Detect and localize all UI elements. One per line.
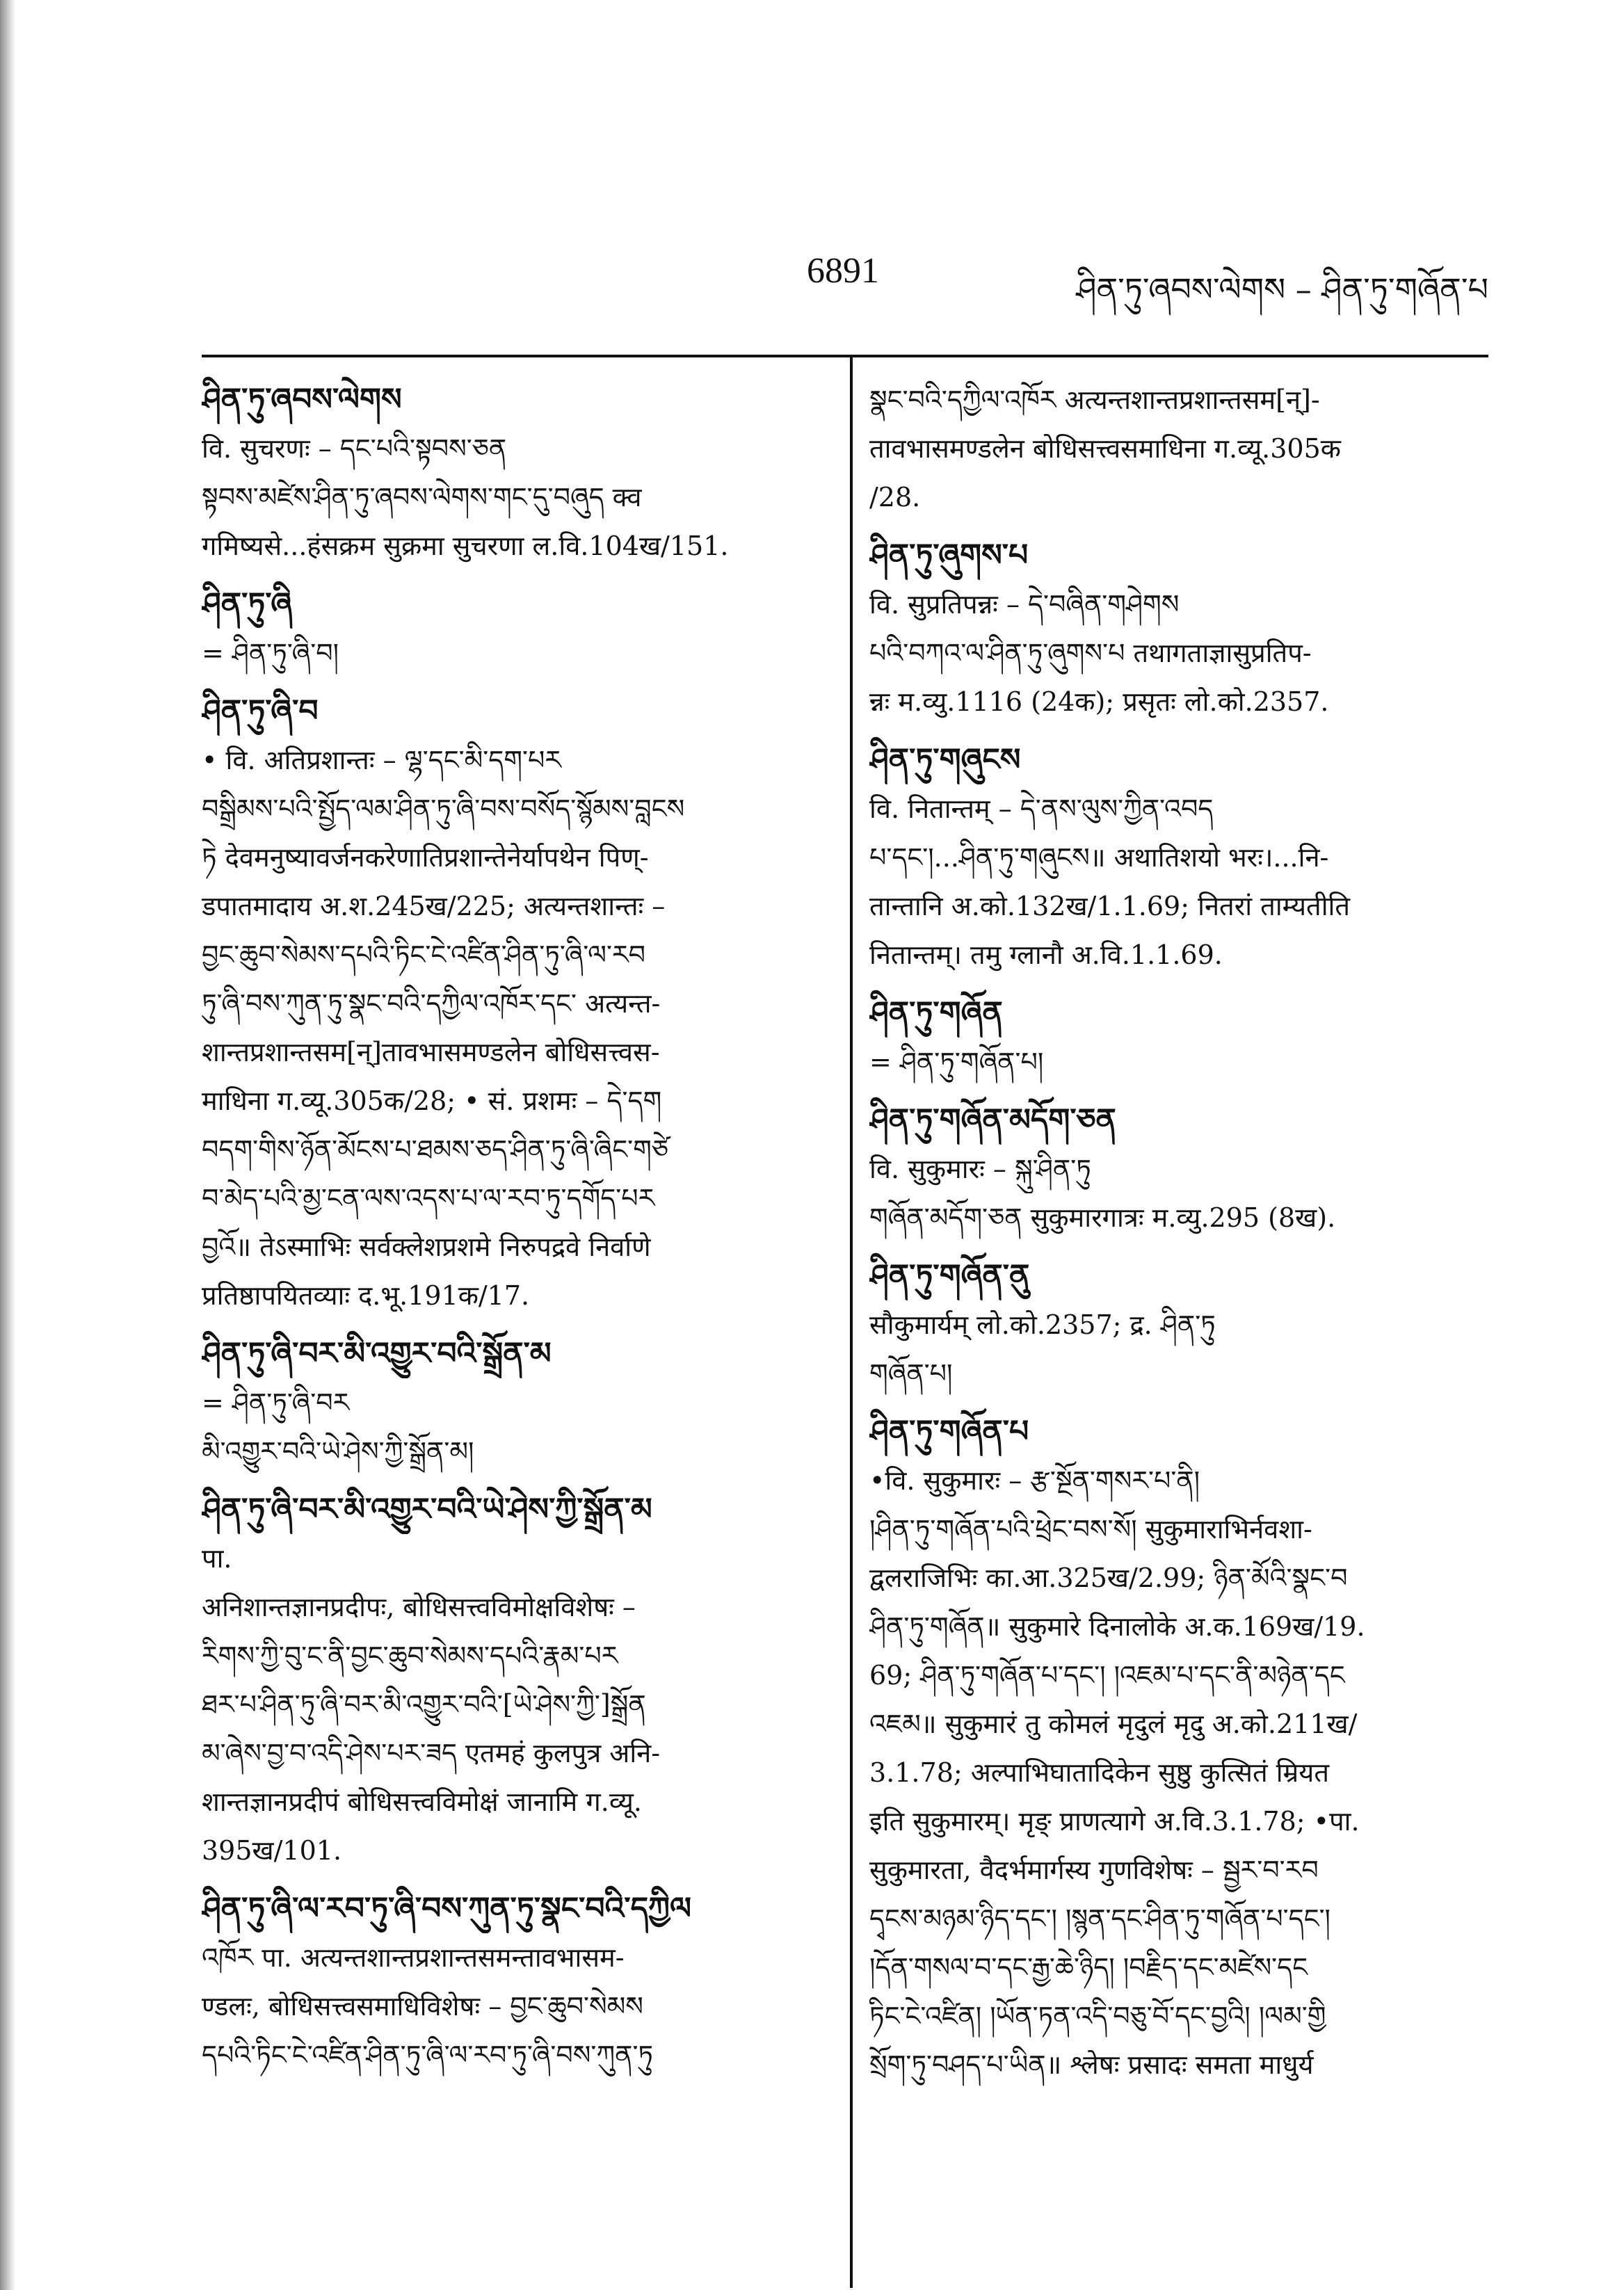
entry-line: सौकुमार्यम् लो.को.2357; द्र. ཤིན་ཏུ [869,1309,1216,1340]
entry-line: अनिशान्तज्ञानप्रदीपः, बोधिसत्त्वविमोक्षविशेषः – [202,1592,636,1622]
entry-line: पा. [202,1543,232,1574]
dictionary-entry [202,376,814,570]
entry-line: པ་དང་།...ཤིན་ཏུ་གཞུངས॥ अथातिशयो भरः।...नि- [869,842,1329,873]
entry-line: མ་ཞེས་བྱ་བ་འདི་ཤེས་པར་ཟད एतमहं कुलपुत्र अनि- [202,1738,661,1768]
dictionary-entry [869,376,1481,522]
entry-headword: ཤིན་ཏུ་གཞོན་མདོག་ཅན [869,1102,1116,1138]
entry-line: གཞོན་པ། [869,1358,953,1389]
dictionary-entry [869,531,1481,726]
entry-line: वि. सुचरणः – དང་པའི་སྟབས་ཅན [202,433,507,464]
dictionary-entry [202,580,814,677]
entry-line: माधिना ग.व्यू.305क/28; • सं. प्रशमः – དེ་དག [202,1086,662,1116]
entry-line: སྟབས་མཛེས་ཤིན་ཏུ་ཞབས་ལེགས་གང་དུ་བཞུད क्व [202,482,642,513]
scan-edge-shadow [0,0,18,2290]
column-divider [850,355,853,2288]
dictionary-entry [202,1485,814,1875]
entry-line: ཏེ देवमनुष्यावर्जनकरेणातिप्रशान्तेनेर्यापथेन पिण्- [202,842,649,873]
dictionary-entry [202,687,814,1320]
entry-line: པའི་བཀའ་ལ་ཤིན་ཏུ་ཞུགས་པ तथागताज्ञासुप्रतिप- [869,638,1312,668]
entry-line: ण्डलः, बोधिसत्त्वसमाधिविशेषः – བྱང་ཆུབ་སེམས [202,1991,643,2022]
entry-line: མི་འགྱུར་བའི་ཡེ་ཤེས་ཀྱི་སྒྲོན་མ། [202,1436,474,1467]
entry-line: वि. सुकुमारः – སྐུ་ཤིན་ཏུ [869,1154,1091,1184]
entry-line: 395ख/101. [202,1835,342,1866]
dictionary-entry [869,1408,1481,2089]
entry-line: वि. सुप्रतिपन्नः – དེ་བཞིན་གཤེགས [869,589,1180,620]
entry-line: བྱང་ཆུབ་སེམས་དཔའི་ཏིང་ངེ་འཛིན་ཤིན་ཏུ་ཞི་ལ་རབ [202,940,645,970]
entry-line: 3.1.78; अल्पाभिघातादिकेन सुष्ठु कुत्सितं म्रियत [869,1757,1329,1788]
entry-line: तावभासमण्डलेन बोधिसत्त्वसमाधिना ग.व्यू.305क [869,433,1341,464]
entry-line: 69; ཤིན་ཏུ་གཞོན་པ་དང་། །འཇམ་པ་དང་ནི་མཉེན་དང [869,1660,1345,1691]
entry-line: །ཤིན་ཏུ་གཞོན་པའི་ཕྲེང་བས་སོ། सुकुमाराभिर्नवशा- [869,1514,1312,1545]
entry-headword: ཤིན་ཏུ་ཞུགས་པ [869,538,1029,573]
entry-headword: ཤིན་ཏུ་གཞུངས [869,742,1021,777]
entry-line: = ཤིན་ཏུ་ཞི་བར [202,1387,350,1418]
entry-line: །དོན་གསལ་བ་དང་རྒྱ་ཆེ་ཉིད། །བརྗིད་དང་མཛེས་དང [869,1952,1308,1983]
entry-line: शान्तप्रशान्तसम[न्]तावभासमण्डलेन बोधिसत्त्वस- [202,1037,660,1067]
entry-line: ཏུ་ཞི་བས་ཀུན་ཏུ་སྣང་བའི་དཀྱིལ་འཁོར་དང་ अत्यन्त- [202,988,661,1019]
page-number: 6891 [807,251,879,291]
entry-headword: ཤིན་ཏུ་གཞོན་པ [869,1414,1029,1449]
page-header [202,236,1488,320]
dictionary-entry [869,989,1481,1086]
entry-line: वि. नितान्तम् – དེ་ནས་ལུས་ཀྱིན་འབད [869,793,1214,824]
entry-line: སྣང་བའི་དཀྱིལ་འཁོར अत्यन्तशान्तप्रशान्तसम[न्]- [869,385,1320,415]
entry-headword: ཤིན་ཏུ་ཞི་ལ་རབ་ཏུ་ཞི་བས་ཀུན་ཏུ་སྣང་བའི་དཀྱིལ [202,1891,692,1926]
entry-line: ཐར་པ་ཤིན་ཏུ་ཞི་བར་མི་འགྱུར་བའི་[ཡེ་ཤེས་ཀྱི་]སྒྲོན [202,1689,646,1720]
entry-line: शान्तज्ञानप्रदीपं बोधिसत्त्वविमोक्षं जानामि ग.व्यू. [202,1787,642,1817]
entry-line: གཞོན་མདོག་ཅན सुकुमारगात्रः म.व्यु.295 (8ख). [869,1202,1336,1233]
entry-line: •वि. सुकुमारः – རྩ་སྔོན་གསར་པ་ནི། [869,1465,1200,1496]
entry-headword: ཤིན་ཏུ་ཞི་བར་མི་འགྱུར་བའི་སྒྲོན་མ [202,1336,552,1371]
entry-line: तान्तानि अ.को.132ख/1.1.69; नितरां ताम्यतीति [869,891,1351,921]
entry-line: इति सुकुमारम्। मृङ् प्राणत्यागे अ.वि.3.1.78; •पा. [869,1806,1360,1837]
entry-line: དཔའི་ཏིང་ངེ་འཛིན་ཤིན་ཏུ་ཞི་ལ་རབ་ཏུ་ཞི་བས་ཀུན་ཏུ [202,2040,654,2070]
dictionary-entry [869,736,1481,979]
dictionary-entry [869,1096,1481,1242]
header-rule [202,355,1488,357]
entry-headword: ཤིན་ཏུ་ཞི [202,586,293,622]
running-head: ཤིན་ཏུ་ཞབས་ལེགས – ཤིན་ཏུ་གཞོན་པ [1076,271,1488,308]
entry-line: नितान्तम्। तमु ग्लानौ अ.वि.1.1.69. [869,940,1223,970]
entry-line: द्वलराजिभिः का.आ.325ख/2.99; ཉིན་མོའི་སྣང་བ [869,1563,1348,1593]
entry-line: བ་མེད་པའི་མྱ་ངན་ལས་འདས་པ་ལ་རབ་ཏུ་དགོད་པར [202,1183,655,1213]
entry-line: सुकुमारता, वैदर्भमार्गस्य गुणविशेषः – སྦྱར་བ་རབ [869,1855,1319,1885]
entry-line: गमिष्यसे...हंसक्रम सुक्रमा सुचरणा ल.वि.104ख/151. [202,531,729,561]
entry-line: न्नः म.व्यु.1116 (24क); प्रसृतः लो.को.2357. [869,686,1329,717]
entry-line: རིགས་ཀྱི་བུ་ང་ནི་བྱང་ཆུབ་སེམས་དཔའི་རྣམ་པར [202,1640,618,1671]
entry-line: • वि. अतिप्रशान्तः – ལྷ་དང་མི་དག་པར [202,745,562,775]
entry-line: སྲོག་ཏུ་བཤད་པ་ཡིན॥ श्लेषः प्रसादः समता माधुर्य [869,2049,1314,2080]
dictionary-entry [202,1885,814,2079]
entry-line: འཁོར पा. अत्यन्तशान्तप्रशान्तसमन्तावभासम- [202,1942,625,1973]
entry-line: ཤིན་ཏུ་གཞོན॥ सुकुमारे दिनालोके अ.क.169ख/19. [869,1611,1365,1642]
left-column [202,376,814,2089]
entry-line: प्रतिष्ठापयितव्याः द.भू.191क/17. [202,1280,530,1311]
entry-headword: ཤིན་ཏུ་ཞབས་ལེགས [202,382,402,417]
entry-line: /28. [869,482,921,513]
entry-line: ཏིང་ངེ་འཛིན། །ཡོན་ཏན་འདི་བཅུ་བོ་དང་བྱའི། །ལམ་གྱི [869,2001,1326,2031]
entry-headword: ཤིན་ཏུ་ཞི་བ [202,693,319,729]
entry-headword: ཤིན་ཏུ་གཞོན [869,995,1003,1031]
entry-line: བྱའོ॥ तेऽस्माभिः सर्वक्लेशप्रशमे निरुपद्रवे निर्वाणे [202,1232,651,1262]
entry-line: དྭངས་མཉམ་ཉིད་དང་། །སྙན་དང་ཤིན་ཏུ་གཞོན་པ་དང་། [869,1903,1330,1934]
entry-headword: ཤིན་ཏུ་གཞོན་ནུ [869,1258,1030,1293]
entry-headword: ཤིན་ཏུ་ཞི་བར་མི་འགྱུར་བའི་ཡེ་ཤེས་ཀྱི་སྒྲོན་མ [202,1492,652,1527]
dictionary-entry [869,1252,1481,1398]
entry-line: བསྒྲིམས་པའི་སྤྱོད་ལམ་ཤིན་ཏུ་ཞི་བས་བསོད་སྙོམས་བླངས [202,793,685,824]
entry-line: डपातमादाय अ.श.245ख/225; अत्यन्तशान्तः – [202,891,666,921]
right-column [869,376,1481,2099]
entry-line: བདག་གིས་ཉོན་མོངས་པ་ཐམས་ཅད་ཤིན་ཏུ་ཞི་ཞིང་གཙེ [202,1134,669,1165]
entry-line: = ཤིན་ཏུ་ཞི་བ། [202,638,339,668]
entry-line: འཇམ॥ सुकुमारं तु कोमलं मृदुलं मृदु अ.को.211ख/ [869,1709,1358,1739]
dictionary-entry [202,1330,814,1476]
entry-line: = ཤིན་ཏུ་གཞོན་པ། [869,1047,1044,1077]
